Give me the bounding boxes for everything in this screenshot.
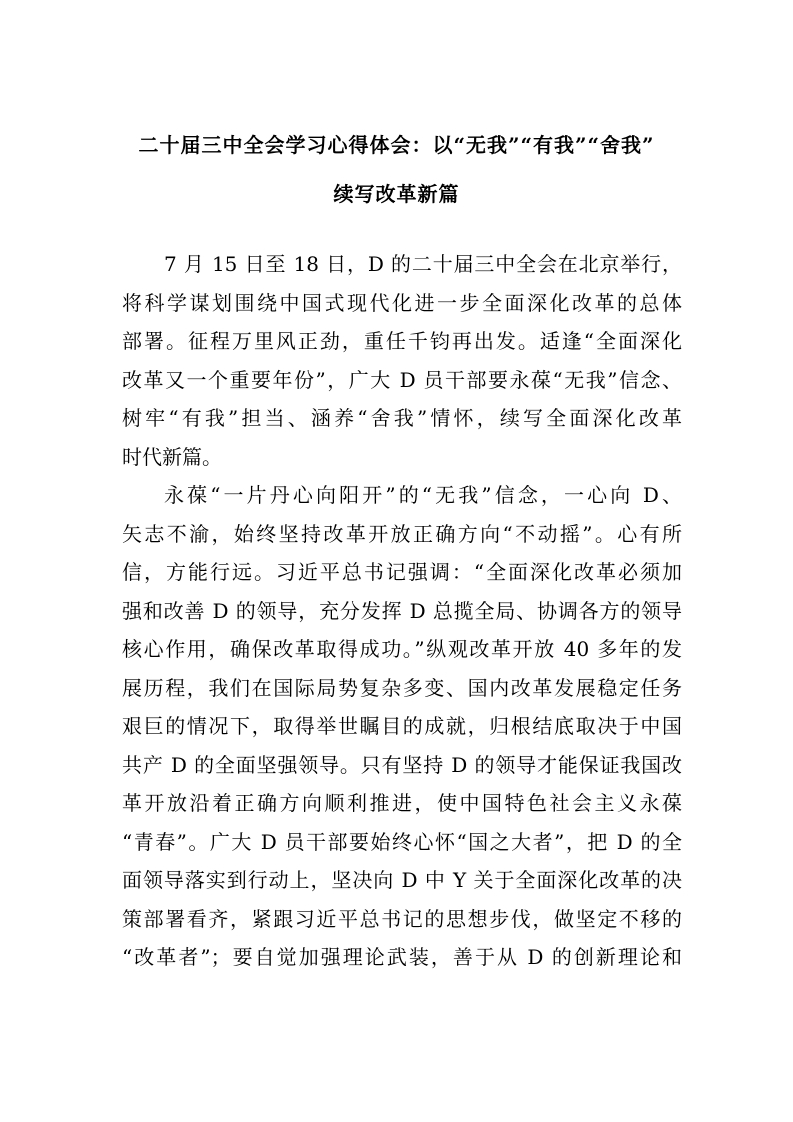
text-line: 永葆“一片丹心向阳开”的“无我”信念，一心向 D、 bbox=[164, 483, 682, 507]
text-line: 面领导落实到行动上，坚决向 D 中 Y 关于全面深化改革的决 bbox=[122, 868, 682, 892]
text-line: 部署。征程万里风正劲，重任千钧再出发。适逢“全面深化 bbox=[122, 329, 682, 353]
text-line: 革开放沿着正确方向顺利推进，使中国特色社会主义永葆 bbox=[122, 791, 682, 815]
title-line-2: 续写改革新篇 bbox=[333, 182, 460, 206]
text-line: 树牢“有我”担当、涵养“舍我”情怀，续写全面深化改革 bbox=[122, 406, 682, 430]
paragraph-2 bbox=[122, 476, 682, 977]
paragraph-1 bbox=[122, 245, 682, 476]
text-line: 强和改善 D 的领导，充分发挥 D 总揽全局、协调各方的领导 bbox=[122, 598, 682, 623]
title-line-1: 二十届三中全会学习心得体会：以“无我”“有我”“舍我” bbox=[138, 133, 655, 157]
text-line: “青春”。广大 D 员干部要始终心怀“国之大者”，把 D 的全 bbox=[122, 829, 682, 854]
text-line: 时代新篇。 bbox=[122, 444, 222, 469]
text-line: 改革又一个重要年份”，广大 D 员干部要永葆“无我”信念、 bbox=[122, 367, 682, 392]
text-line: 策部署看齐，紧跟习近平总书记的思想步伐，做坚定不移的 bbox=[122, 906, 682, 931]
text-line: 艰巨的情况下，取得举世瞩目的成就，归根结底取决于中国 bbox=[122, 714, 682, 738]
text-line: 展历程，我们在国际局势复杂多变、国内改革发展稳定任务 bbox=[122, 675, 682, 700]
document-body bbox=[122, 245, 682, 977]
text-line: 矢志不渝，始终坚持改革开放正确方向“不动摇”。心有所 bbox=[122, 521, 682, 546]
text-line: 将科学谋划围绕中国式现代化进一步全面深化改革的总体 bbox=[122, 290, 682, 315]
text-line: 信，方能行远。习近平总书记强调：“全面深化改革必须加 bbox=[122, 560, 682, 584]
text-line: 7 月 15 日至 18 日，D 的二十届三中全会在北京举行， bbox=[164, 252, 682, 276]
text-line: “改革者”；要自觉加强理论武装，善于从 D 的创新理论和 bbox=[122, 945, 682, 969]
text-line: 共产 D 的全面坚强领导。只有坚持 D 的领导才能保证我国改 bbox=[122, 752, 682, 777]
text-line: 核心作用，确保改革取得成功。”纵观改革开放 40 多年的发 bbox=[122, 637, 682, 661]
